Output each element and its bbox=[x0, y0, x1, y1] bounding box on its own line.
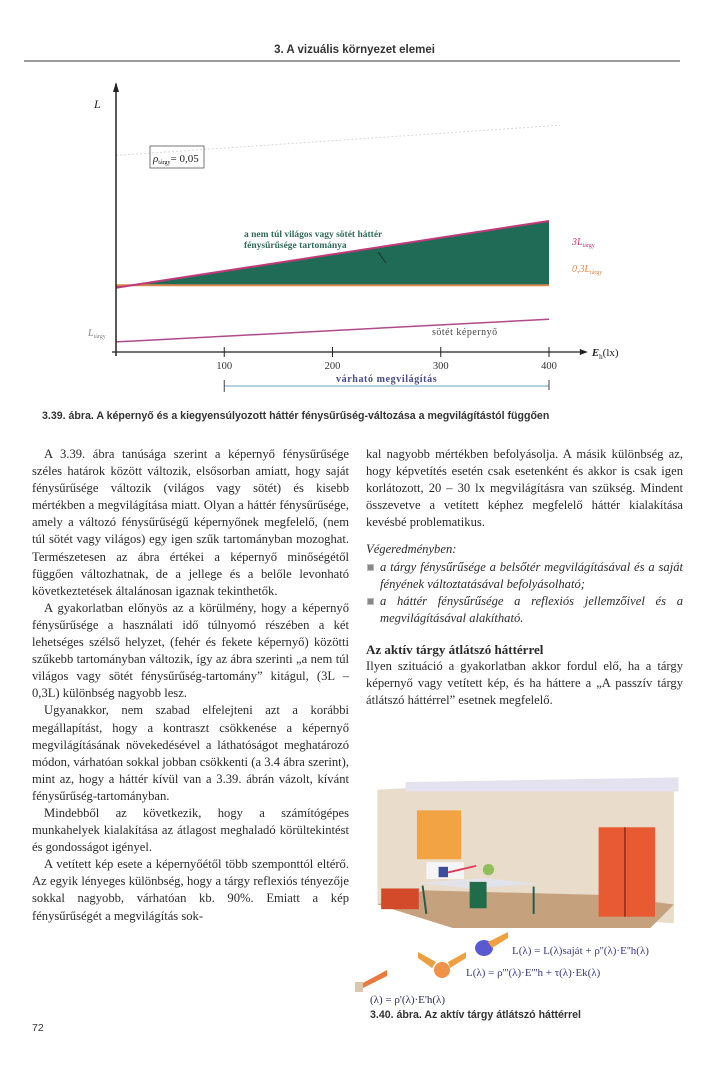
light-source-icon bbox=[418, 950, 468, 980]
expected-range-label: várható megvilágítás bbox=[336, 374, 438, 385]
paragraph: A vetített kép esete a képernyőétől több szemponttól eltérő. Az egyik lényeges különbség, hogy a tárgy reflexiós tényezője sokkal nagyobb, várhatóan kb. 90%. Emiatt a kép fénysűrűségét a megvilágítás sok- bbox=[32, 857, 349, 923]
light-source-icon bbox=[470, 930, 510, 958]
series-label-3L: $3L_{tárgy}$ bbox=[572, 237, 595, 249]
y-axis-arrow-icon bbox=[113, 82, 119, 92]
figure-3-39-caption: 3.39. ábra. A képernyő és a kiegyensúlyozott háttér fénysűrűség-változása a megvilágítástól függően bbox=[42, 410, 550, 422]
header-rule bbox=[24, 60, 680, 62]
region-label-line-1: a nem túl világos vagy sötét háttér bbox=[244, 230, 383, 240]
figure-3-40-room-illustration bbox=[368, 758, 688, 938]
region-label-line-2: fénysűrűsége tartománya bbox=[244, 241, 347, 251]
figure-3-40-caption: 3.40. ábra. Az aktív tárgy átlátszó háttérrel bbox=[370, 1009, 581, 1021]
radiator bbox=[381, 888, 419, 909]
summary-heading: Végeredményben: bbox=[366, 542, 457, 557]
page-number: 72 bbox=[32, 1022, 44, 1034]
list-item bbox=[366, 593, 683, 627]
annotation-box-text: ρtárgy= 0,05 bbox=[153, 153, 199, 166]
bullet-square-icon bbox=[367, 564, 374, 571]
list-item bbox=[366, 559, 683, 593]
dark-screen-label: sötét képernyő bbox=[432, 327, 498, 338]
plant bbox=[483, 864, 494, 875]
x-tick-label: 400 bbox=[541, 361, 557, 372]
series-label-0-3L: $0,3L_{tárgy}$ bbox=[572, 264, 603, 276]
right-column bbox=[366, 446, 683, 709]
bullet-square-icon bbox=[367, 598, 374, 605]
series-label-L-targy: $L_{tárgy}$ bbox=[88, 328, 106, 340]
light-screen-line bbox=[116, 125, 560, 155]
paragraph: A gyakorlatban előnyös az a körülmény, hogy a képernyő fénysűrűsége a használati idő túlnyomó részében a két lehetséges szélső helyzet, (fehér és fekete képernyő) közötti szűkebb tartományban változik, így az ábra szerinti „a nem túl világos vagy sötét fénysűrűség-tartomány” kitágul, (3L – 0,3L) különbség nagyobb lesz. bbox=[32, 600, 349, 701]
running-head: 3. A vizuális környezet elemei bbox=[274, 44, 435, 56]
monitor-screen bbox=[439, 867, 448, 877]
paragraph: Mindebből az következik, hogy a számítógépes munkahelyek kialakítása az átlagost meghaladó körültekintést és gondosságot igényel. bbox=[32, 805, 349, 855]
left-column bbox=[32, 446, 349, 925]
equation-2: L(λ) = ρ'''(λ)·E'''h + τ(λ)·Ek(λ) bbox=[466, 967, 601, 979]
room-ceiling bbox=[406, 777, 679, 791]
orange-panel bbox=[417, 810, 461, 859]
chair bbox=[470, 882, 487, 908]
figure-3-39-chart bbox=[0, 80, 709, 400]
list-item-text: a háttér fénysűrűsége a reflexiós jellemzőivel és a megvilágításával alakítható. bbox=[380, 593, 683, 625]
list-item-text: a tárgy fénysűrűsége a belsőtér megvilágításával és a saját fényének változtatásával befolyásolható; bbox=[380, 559, 683, 591]
y-axis-label: L bbox=[94, 97, 101, 111]
paragraph: A 3.39. ábra tanúsága szerint a képernyő fénysűrűsége széles határok között változik, elsősorban amiatt, hogy saját fénysűrűsége változik (világos vagy sötét) és kisebb mértékben a megvilágítása miatt. Olyan a háttér fénysűrűsége, amely a változó fénysűrűségű képernyőnek megfelelő, (nem túl sötét vagy világos) egy igen szűk tartományban mozoghat. Természetesen az ábra értékei a képernyő minőségétől függően változhatnak, de a jellege és a belőle levonható következtetések általánosan igaznak tekinthetők. bbox=[32, 447, 349, 598]
x-tick-label: 100 bbox=[216, 361, 233, 372]
equation-3: (λ) = ρ'(λ)·E'h(λ) bbox=[370, 994, 446, 1006]
summary-list bbox=[366, 559, 683, 627]
light-source-icon bbox=[355, 968, 389, 992]
paragraph: kal nagyobb mértékben befolyásolja. A másik különbség az, hogy képvetítés esetén csak esetenként és akkor is csak igen korlátozott, 20 – 30 lx megvilágításra van szükség. Mindent összevetve a vetített képhez megfelelő háttér kialakítása kevésbé problematikus. bbox=[366, 447, 683, 530]
x-tick-label: 300 bbox=[432, 361, 449, 372]
equation-1: L(λ) = L(λ)saját + ρ''(λ)·E''h(λ) bbox=[512, 945, 649, 957]
paragraph: Ilyen szituáció a gyakorlatban akkor fordul elő, ha a tárgy képernyő vagy vetített kép, és ha háttere a „A passzív tárgy átlátszó háttérrel” esetnek megfelelő. bbox=[366, 659, 683, 708]
paragraph: Ugyanakkor, nem szabad elfelejteni azt a korábbi megállapítást, hogy a kontraszt csökkenése a képernyő megvilágításának növekedésével a láthatóságot meghatározó módon, várhatóan sokkal jobban csökkenti (a 3.4 ábra szerint), mint az, hogy a háttér kívül van a 3.39. ábrán vázolt, kívánt fénysűrűség-tartományban. bbox=[32, 703, 349, 803]
cabinet bbox=[599, 827, 655, 916]
section-heading: Az aktív tárgy átlátszó háttérrel bbox=[366, 641, 544, 657]
x-axis-label: $E_h(lx)$ bbox=[591, 347, 619, 361]
x-tick-label: 200 bbox=[324, 361, 341, 372]
x-axis-arrow-icon bbox=[580, 349, 588, 355]
